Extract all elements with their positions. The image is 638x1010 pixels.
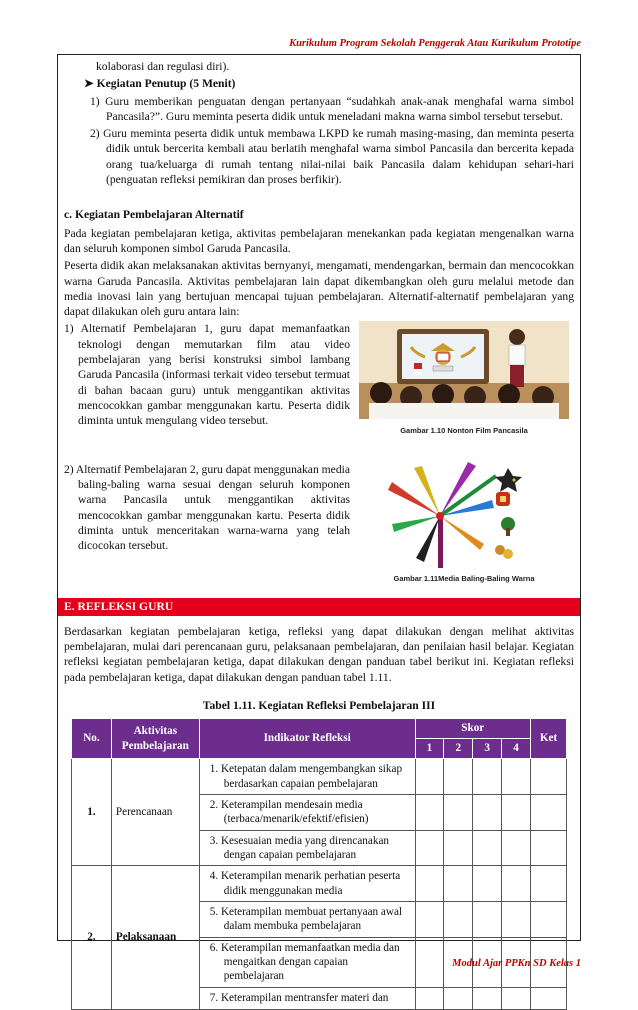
alternative-2 (64, 462, 574, 584)
carry-line: kolaborasi dan regulasi diri). (96, 60, 230, 73)
running-header: Kurikulum Program Sekolah Penggerak Atau Kurikulum Prototipe (289, 38, 581, 49)
header-note: Ket (531, 719, 567, 759)
indicator-3: 3. Kesesuaian media yang direncanakan dengan capaian pembelajaran (199, 830, 415, 866)
alt-para-1: Pada kegiatan pembelajaran ketiga, aktivitas pembelajaran menekankan pada kegiatan mengenalkan warna dan seluruh komponen simbol Garuda Pancasila. (64, 226, 574, 255)
figure-pinwheel-caption: Gambar 1.11Media Baling-Baling Warna (393, 573, 535, 583)
alternative-1-text: 1) Alternatif Pembelajaran 1, guru dapat memanfaatkan teknologi dengan memutarkan film atau video pembelajaran yang berisi konstruksi simbol lambang Garuda Pancasila (informasi terkait video tersebut termuat di bahan bacaan guru) untuk menggantikan aktivitas mencocokkan gambar menggunakan kartu. Peserta didik diminta untuk mengulang video tersebut. (64, 322, 350, 428)
header-score: Skor (415, 719, 531, 739)
alternative-2-text: 2) Alternatif Pembelajaran 2, guru dapat menggunakan media baling-baling warna sesuai dengan seluruh komponen warna Pancasila untuk menggantikan aktivitas mencocokkan gambar menggunakan kartu. Peserta didik diminta untuk menceritakan warna-warna yang telah dicocokan tersebut. (64, 462, 350, 553)
running-footer: Modul Ajar PPKn SD Kelas 1 (452, 958, 581, 969)
arrow-bullet-icon: ➤ (84, 77, 97, 91)
indicator-4: 4. Keterampilan menarik perhatian peserta didik menggunakan media (199, 866, 415, 902)
indicator-7: 7. Keterampilan mentransfer materi dan (199, 987, 415, 1009)
header-score-2: 2 (444, 739, 473, 759)
header-indicator: Indikator Refleksi (199, 719, 415, 759)
classroom-film-illustration (359, 321, 569, 419)
page-content (64, 59, 574, 1010)
header-score-3: 3 (473, 739, 502, 759)
row-activity-1: Perencanaan (111, 759, 199, 866)
alt-para-2: Peserta didik akan melaksanakan aktivitas bernyanyi, mengamati, mendengarkan, bermain dan mencocokkan warna Garuda Pancasila. Aktivitas pembelajaran lain dapat dikembangkan oleh guru melalui metode dan media inovasi lain yang bertujuan mencapai tujuan pembelajaran. Alternatif-alternatif pembelajaran yang dapat dilakukan oleh guru antara lain: (64, 259, 574, 319)
header-no: No. (72, 719, 112, 759)
pinwheel-illustration (384, 462, 544, 568)
row-no-2: 2. (72, 866, 112, 1009)
figure-film (354, 321, 574, 435)
figure-film-caption: Gambar 1.10 Nonton Film Pancasila (400, 425, 528, 435)
row-activity-2: Pelaksanaan (111, 866, 199, 1009)
reflection-heading: E. REFLEKSI GURU (58, 598, 580, 616)
alternative-1 (64, 321, 574, 435)
closing-item-2: 2) Guru meminta peserta didik untuk membawa LKPD ke rumah masing-masing, dan meminta peserta didik untuk bercerita kembali atau berlatih menghafal warna simbol Pancasila dan bercerita kepada orang tua/keluarga di rumah tentang nilai-nilai baik Pancasila dalam kehidupan sehari-hari (penguatan refleksi pemikiran dan proses berfikir). (90, 127, 574, 187)
closing-heading: ➤ Kegiatan Penutup (5 Menit) (84, 77, 236, 91)
reflection-para: Berdasarkan kegiatan pembelajaran ketiga, refleksi yang dapat dilakukan dengan melihat aktivitas pembelajaran, mulai dari perencanaan guru, pelaksanaan pembelajaran, dan penilaian hasil belajar. Kegiatan refleksi kegiatan pembelajaran ketiga, dapat dilakukan dengan panduan tabel berikut ini. Kegiatan refleksi pada pembelajaran ketiga, dapat dilakukan dengan panduan tabel 1.11. (64, 624, 574, 684)
header-score-4: 4 (502, 739, 531, 759)
header-score-1: 1 (415, 739, 444, 759)
figure-pinwheel (354, 462, 574, 584)
indicator-6: 6. Keterampilan memanfaatkan media dan mengaitkan dengan capaian pembelajaran (199, 937, 415, 987)
table-title: Tabel 1.11. Kegiatan Refleksi Pembelajaran III (202, 699, 436, 713)
alt-section-heading: c. Kegiatan Pembelajaran Alternatif (64, 208, 244, 222)
indicator-5: 5. Keterampilan membuat pertanyaan awal dalam membuka pembelajaran (199, 901, 415, 937)
indicator-1: 1. Ketepatan dalam mengembangkan sikap berdasarkan capaian pembelajaran (199, 759, 415, 795)
header-activity: Aktivitas Pembelajaran (111, 719, 199, 759)
row-no-1: 1. (72, 759, 112, 866)
table-row (72, 866, 567, 902)
table-row (72, 759, 567, 795)
closing-item-1: 1) Guru memberikan penguatan dengan pertanyaan “sudahkah anak-anak menghafal warna simbol Pancasila?”. Guru meminta peserta didik untuk meneladani makna warna simbol tersebut tersebut. (90, 94, 574, 123)
indicator-2: 2. Keterampilan mendesain media (terbaca/menarik/efektif/efisien) (199, 794, 415, 830)
